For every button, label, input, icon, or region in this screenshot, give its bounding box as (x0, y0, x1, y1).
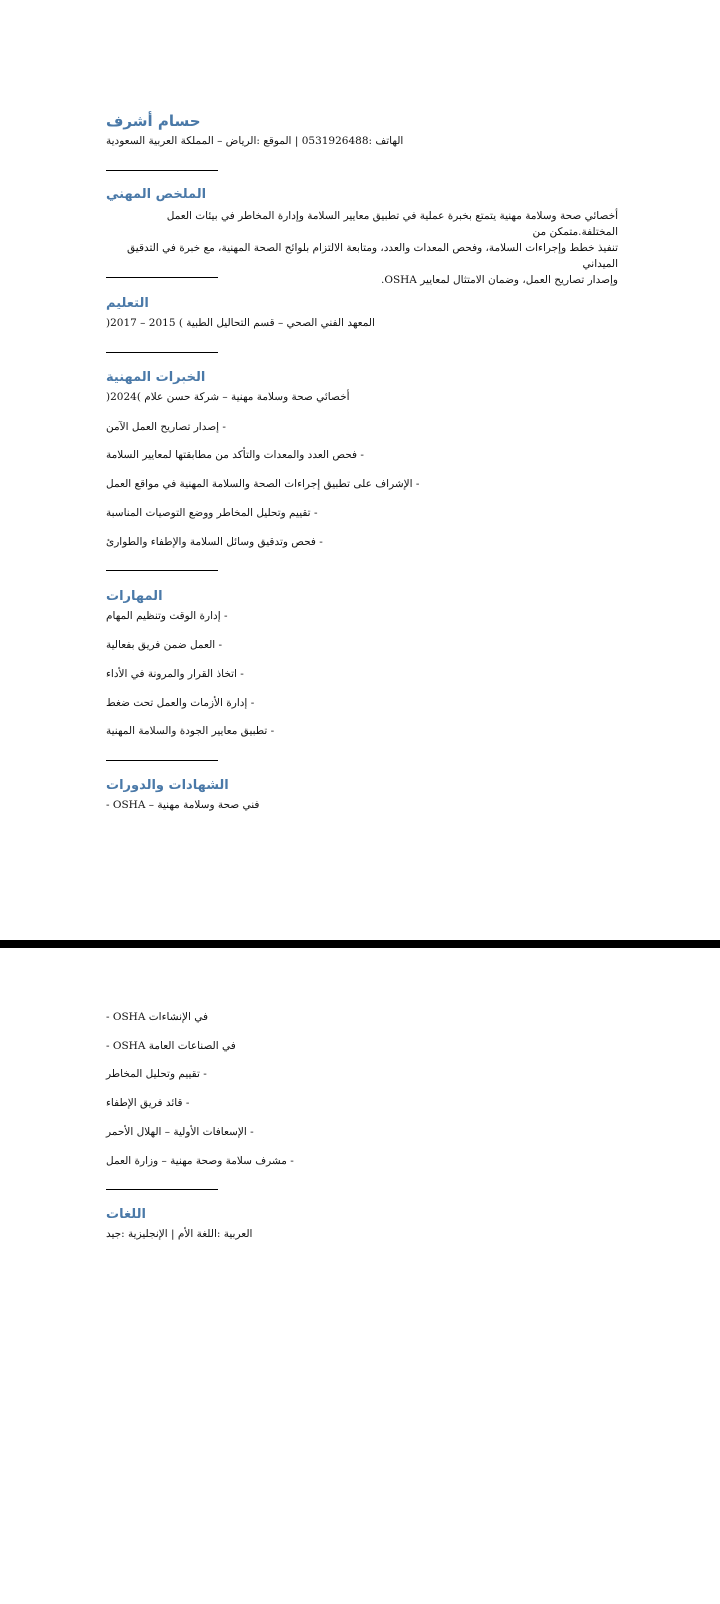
certificate-item: - الإسعافات الأولية – الهلال الأحمر (106, 1126, 254, 1138)
section-divider (106, 352, 218, 353)
languages-line: العربية :اللغة الأم | الإنجليزية :جيد (106, 1228, 253, 1240)
certificate-item: - مشرف سلامة وصحة مهنية – وزارة العمل (106, 1155, 294, 1167)
certificate-item: - قائد فريق الإطفاء (106, 1097, 190, 1109)
summary-line: تنفيذ خطط وإجراءات السلامة، وفحص المعدات والعدد، ومتابعة الالتزام بلوائح الصحة المهنية، مع خبرة في التدقيق الميداني (127, 242, 618, 270)
experience-heading: الخبرات المهنية (106, 370, 206, 385)
skill-item: - اتخاذ القرار والمرونة في الأداء (106, 668, 244, 680)
section-divider (106, 1189, 218, 1190)
experience-item: - فحص العدد والمعدات والتأكد من مطابقتها لمعايير السلامة (106, 449, 364, 461)
contact-line: الهاتف :0531926488 | الموقع :الرياض – المملكة العربية السعودية (106, 135, 404, 147)
section-divider (106, 170, 218, 171)
certificate-item: - OSHA في الإنشاءات (106, 1011, 209, 1023)
certificates-heading: الشهادات والدورات (106, 778, 229, 793)
skill-item: - تطبيق معايير الجودة والسلامة المهنية (106, 725, 275, 737)
skills-heading: المهارات (106, 589, 163, 604)
experience-item: - تقييم وتحليل المخاطر ووضع التوصيات المناسبة (106, 507, 318, 519)
certificate-item: - OSHA – فني صحة وسلامة مهنية (106, 799, 260, 811)
skill-item: - إدارة الأزمات والعمل تحت ضغط (106, 697, 255, 709)
section-divider (106, 570, 218, 571)
languages-heading: اللغات (106, 1207, 146, 1222)
experience-item: - الإشراف على تطبيق إجراءات الصحة والسلامة المهنية في مواقع العمل (106, 478, 420, 490)
experience-role: أخصائي صحة وسلامة مهنية – شركة حسن علام )2024( (106, 391, 350, 403)
skill-item: - العمل ضمن فريق بفعالية (106, 639, 223, 651)
page-break (0, 940, 720, 948)
section-divider (106, 277, 218, 278)
experience-item: - فحص وتدقيق وسائل السلامة والإطفاء والطوارئ (106, 536, 323, 548)
certificate-item: - تقييم وتحليل المخاطر (106, 1068, 207, 1080)
education-heading: التعليم (106, 296, 149, 311)
education-line: المعهد الفني الصحي – قسم التحاليل الطبية ) 2015 – 2017( (106, 317, 375, 329)
summary-paragraph (106, 208, 618, 288)
summary-line: وإصدار تصاريح العمل، وضمان الامتثال لمعايير OSHA. (381, 274, 618, 286)
resume-page-2 (0, 948, 720, 1604)
section-divider (106, 760, 218, 761)
summary-heading: الملخص المهني (106, 187, 207, 202)
summary-line: أخصائي صحة وسلامة مهنية يتمتع بخبرة عملية في تطبيق معايير السلامة وإدارة المخاطر في بيئات العمل المختلفة.متمكن من (166, 210, 618, 238)
candidate-name: حسام أشرف (106, 112, 201, 130)
certificate-item: - OSHA في الصناعات العامة (106, 1040, 236, 1052)
experience-item: - إصدار تصاريح العمل الآمن (106, 421, 226, 433)
skill-item: - إدارة الوقت وتنظيم المهام (106, 610, 228, 622)
